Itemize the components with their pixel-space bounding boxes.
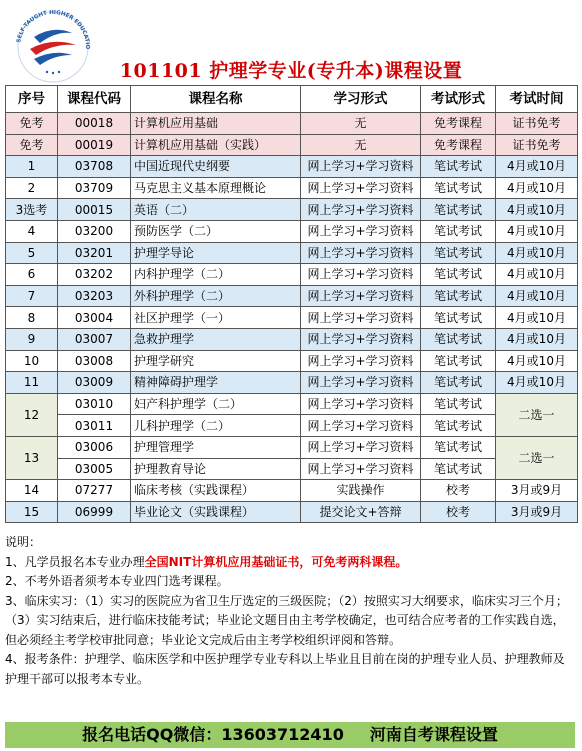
table-row [6,350,578,372]
cell-study: 网上学习+学习资料 [301,177,421,199]
cell-exam: 笔试考试 [421,328,496,350]
cell-code: 00015 [58,199,131,221]
cell-seq: 10 [6,350,58,372]
cell-time: 4月或10月 [496,328,578,350]
cell-time: 二选一 [496,436,578,479]
cell-time: 4月或10月 [496,177,578,199]
cell-name: 精神障碍护理学 [131,372,301,394]
table-row [6,220,578,242]
cell-seq: 5 [6,242,58,264]
cell-exam: 笔试考试 [421,199,496,221]
col-header-code: 课程代码 [58,86,131,113]
table-row [6,177,578,199]
col-header-exam: 考试形式 [421,86,496,113]
cell-name: 计算机应用基础 [131,113,301,135]
table-row [6,156,578,178]
table-row [6,372,578,394]
table-row [6,307,578,329]
note-1-highlight: 全国NIT计算机应用基础证书，可免考两科课程。 [144,554,408,569]
cell-code: 03010 [58,393,131,415]
cell-name: 中国近现代史纲要 [131,156,301,178]
cell-time: 3月或9月 [496,501,578,523]
cell-seq: 7 [6,285,58,307]
table-row [6,480,578,502]
main-rows [6,113,578,394]
cell-time: 4月或10月 [496,307,578,329]
cell-time: 4月或10月 [496,199,578,221]
cell-name: 内科护理学（二） [131,264,301,286]
cell-study: 提交论文+答辩 [301,501,421,523]
table-row [6,436,578,458]
cell-exam: 笔试考试 [421,285,496,307]
cell-exam: 笔试考试 [421,220,496,242]
cell-study: 无 [301,134,421,156]
cell-name: 急救护理学 [131,328,301,350]
cell-time: 3月或9月 [496,480,578,502]
footer-brand: 河南自考课程设置 [369,725,498,744]
cell-exam: 笔试考试 [421,458,496,480]
cell-seq: 12 [6,393,58,436]
cell-code: 03201 [58,242,131,264]
cell-seq: 1 [6,156,58,178]
cell-time: 4月或10月 [496,372,578,394]
tail-rows [6,480,578,523]
cell-time: 4月或10月 [496,264,578,286]
cell-exam: 校考 [421,501,496,523]
cell-seq: 免考 [6,113,58,135]
cell-exam: 笔试考试 [421,177,496,199]
cell-exam: 笔试考试 [421,372,496,394]
cell-name: 计算机应用基础（实践） [131,134,301,156]
table-row [6,458,578,480]
cell-code: 03008 [58,350,131,372]
footer-banner [5,722,575,748]
cell-name: 外科护理学（二） [131,285,301,307]
note-1 [5,553,573,573]
cell-code: 03202 [58,264,131,286]
table-row [6,285,578,307]
cell-name: 护理学导论 [131,242,301,264]
cell-time: 4月或10月 [496,350,578,372]
cell-study: 网上学习+学习资料 [301,372,421,394]
cell-seq: 11 [6,372,58,394]
cell-study: 网上学习+学习资料 [301,436,421,458]
cell-study: 网上学习+学习资料 [301,199,421,221]
col-header-seq: 序号 [6,86,58,113]
cell-time: 4月或10月 [496,242,578,264]
cell-code: 03708 [58,156,131,178]
cell-exam: 笔试考试 [421,350,496,372]
cell-code: 07277 [58,480,131,502]
cell-code: 00019 [58,134,131,156]
cell-study: 网上学习+学习资料 [301,307,421,329]
cell-seq: 3选考 [6,199,58,221]
cell-seq: 免考 [6,134,58,156]
table-row [6,393,578,415]
cell-name: 妇产科护理学（二） [131,393,301,415]
cell-study: 网上学习+学习资料 [301,242,421,264]
cell-study: 网上学习+学习资料 [301,156,421,178]
cell-study: 网上学习+学习资料 [301,458,421,480]
cell-time: 证书免考 [496,134,578,156]
page-title: 101101 护理学专业(专升本)课程设置 [119,60,463,82]
cell-name: 临床考核（实践课程） [131,480,301,502]
cell-study: 网上学习+学习资料 [301,264,421,286]
note-2: 2、不考外语者须考本专业四门选考课程。 [5,574,229,588]
cell-code: 03007 [58,328,131,350]
cell-exam: 笔试考试 [421,393,496,415]
cell-name: 毕业论文（实践课程） [131,501,301,523]
table-row [6,242,578,264]
cell-name: 英语（二） [131,199,301,221]
cell-name: 护理教育导论 [131,458,301,480]
table-row [6,264,578,286]
table-row [6,328,578,350]
cell-time: 二选一 [496,393,578,436]
cell-seq: 2 [6,177,58,199]
cell-study: 网上学习+学习资料 [301,285,421,307]
note-3: 3、临床实习：（1）实习的医院应为省卫生厅选定的三级医院；（2）按照实习大纲要求，临床实习三个月；（3）实习结束后，进行临床技能考试；毕业论文题目由主考学校确定，也可结合应考者的工作实践自选，但必须经主考学校审批同意；毕业论文完成后由主考学校组织评阅和答辩。 [5,593,568,647]
table-row [6,199,578,221]
cell-code: 03203 [58,285,131,307]
cell-exam: 笔试考试 [421,156,496,178]
cell-exam: 笔试考试 [421,415,496,437]
cell-exam: 笔试考试 [421,264,496,286]
cell-name: 护理学研究 [131,350,301,372]
col-header-study: 学习形式 [301,86,421,113]
cell-code: 06999 [58,501,131,523]
cell-time: 证书免考 [496,113,578,135]
cell-study: 网上学习+学习资料 [301,328,421,350]
cell-code: 00018 [58,113,131,135]
cell-study: 网上学习+学习资料 [301,220,421,242]
note-1-text: 1、凡学员报名本专业办理 [5,554,145,569]
cell-name: 马克思主义基本原理概论 [131,177,301,199]
cell-name: 社区护理学（一） [131,307,301,329]
cell-time: 4月或10月 [496,156,578,178]
table-header-row [6,86,578,113]
notes [5,533,573,689]
cell-code: 03200 [58,220,131,242]
cell-study: 网上学习+学习资料 [301,415,421,437]
table-row [6,134,578,156]
cell-seq: 8 [6,307,58,329]
table-row [6,415,578,437]
cell-seq: 4 [6,220,58,242]
cell-study: 网上学习+学习资料 [301,393,421,415]
table-row [6,501,578,523]
cell-study: 实践操作 [301,480,421,502]
cell-exam: 免考课程 [421,134,496,156]
cell-seq: 9 [6,328,58,350]
cell-seq: 15 [6,501,58,523]
notes-heading: 说明： [5,535,42,549]
cell-code: 03009 [58,372,131,394]
cell-study: 网上学习+学习资料 [301,350,421,372]
cell-time: 4月或10月 [496,220,578,242]
cell-exam: 笔试考试 [421,242,496,264]
cell-name: 护理管理学 [131,436,301,458]
table-row [6,113,578,135]
cell-study: 无 [301,113,421,135]
course-table [5,85,578,523]
cell-seq: 6 [6,264,58,286]
cell-time: 4月或10月 [496,285,578,307]
cell-name: 儿科护理学（二） [131,415,301,437]
cell-code: 03005 [58,458,131,480]
cell-code: 03709 [58,177,131,199]
logo-arc-text: SELF-TAUGHT HIGHER EDUCATIO [16,9,91,50]
note-4: 4、报考条件：护理学、临床医学和中医护理学专业专科以上毕业且目前在岗的护理专业人员、护理教师及护理干部可以报考本专业。 [5,652,565,686]
cell-exam: 笔试考试 [421,307,496,329]
col-header-name: 课程名称 [131,86,301,113]
cell-seq: 14 [6,480,58,502]
cell-code: 03006 [58,436,131,458]
cell-code: 03004 [58,307,131,329]
cell-exam: 笔试考试 [421,436,496,458]
cell-code: 03011 [58,415,131,437]
cell-seq: 13 [6,436,58,479]
cell-exam: 校考 [421,480,496,502]
col-header-time: 考试时间 [496,86,578,113]
cell-exam: 免考课程 [421,113,496,135]
cell-name: 预防医学（二） [131,220,301,242]
footer-contact: 报名电话QQ微信：13603712410 [82,725,344,744]
